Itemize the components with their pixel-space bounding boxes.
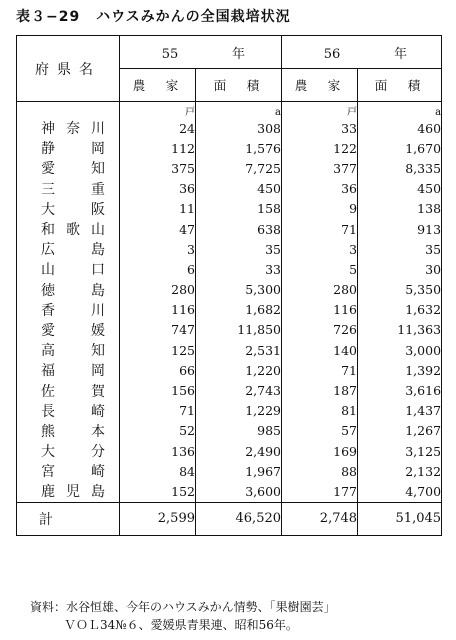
farmers-55-cell: 11	[179, 201, 195, 217]
unit-farmers-55: 戸	[185, 107, 195, 118]
area-55-cell: 985	[196, 421, 282, 441]
farmers-55-cell: 52	[179, 423, 195, 439]
area-56-cell: 30	[358, 259, 442, 279]
farmers-55-cell: 125	[171, 342, 195, 358]
area-56-cell: 1,267	[358, 421, 442, 441]
farmers-56-cell: 71	[282, 219, 358, 239]
prefecture-name: 三重	[17, 179, 120, 199]
table-row	[17, 421, 442, 441]
unit-area-55: a	[196, 102, 282, 119]
prefecture-name: 愛媛	[17, 320, 120, 340]
area-55-cell: 158	[196, 199, 282, 219]
table-number: 表３−29	[16, 9, 81, 25]
area-55-cell: 5,300	[196, 280, 282, 300]
prefecture-name: 愛知	[17, 158, 120, 178]
farmers-55-cell: 84	[179, 463, 195, 479]
farmers-56-cell: 377	[282, 158, 358, 178]
area-55-header: 面 積	[196, 69, 282, 102]
farmers-55-cell: 136	[171, 443, 195, 459]
table-title	[16, 6, 291, 26]
table-caption: ハウスみかんの全国栽培状況	[96, 9, 291, 25]
farmers-56-cell: 88	[282, 461, 358, 481]
farmers-56-cell: 280	[282, 280, 358, 300]
farmers-55-cell: 280	[171, 282, 195, 298]
area-55-cell: 11,850	[196, 320, 282, 340]
farmers-55-cell: 152	[171, 483, 195, 499]
table-row	[17, 158, 442, 178]
farmers-55-cell: 112	[171, 140, 195, 156]
farmers-55-cell: 36	[179, 181, 195, 197]
area-55-cell: 1,220	[196, 360, 282, 380]
farmers-56-cell: 9	[282, 199, 358, 219]
farmers-56-cell: 187	[282, 380, 358, 400]
farmers-56-cell: 177	[282, 481, 358, 502]
area-55-cell: 33	[196, 259, 282, 279]
area-55-cell: 7,725	[196, 158, 282, 178]
prefecture-name: 宮崎	[17, 461, 120, 481]
total-farmers-55: 2,599	[120, 502, 196, 535]
area-56-cell: 11,363	[358, 320, 442, 340]
prefecture-name: 和歌山	[17, 219, 120, 239]
source-note	[30, 598, 336, 634]
farmers-56-cell: 116	[282, 300, 358, 320]
farmers-56-cell: 36	[282, 179, 358, 199]
total-row	[17, 502, 442, 535]
table-row	[17, 118, 442, 138]
total-farmers-56: 2,748	[282, 502, 358, 535]
area-56-cell: 1,670	[358, 138, 442, 158]
table-row	[17, 320, 442, 340]
farmers-55-cell: 47	[179, 221, 195, 237]
area-56-cell: 3,000	[358, 340, 442, 360]
table-row	[17, 259, 442, 279]
farmers-56-cell: 81	[282, 401, 358, 421]
table-row	[17, 199, 442, 219]
farmers-55-cell: 6	[187, 261, 195, 277]
prefecture-name: 徳島	[17, 280, 120, 300]
prefecture-name: 福岡	[17, 360, 120, 380]
area-56-cell: 450	[358, 179, 442, 199]
prefecture-name: 神奈川	[17, 118, 120, 138]
farmers-56-cell: 3	[282, 239, 358, 259]
total-label: 計	[17, 502, 120, 535]
area-56-cell: 35	[358, 239, 442, 259]
area-55-cell: 2,743	[196, 380, 282, 400]
unit-farmers-56: 戸	[282, 102, 358, 119]
farmers-55-cell: 156	[171, 383, 195, 399]
source-line-1: 資料：水谷恒雄、今年のハウスみかん情勢、「果樹園芸」	[30, 600, 336, 614]
farmers-56-cell: 57	[282, 421, 358, 441]
area-55-cell: 308	[196, 118, 282, 138]
source-line-2: ＶＯＬ34№６、愛媛県青果連、昭和56年。	[64, 618, 298, 632]
farmers-55-cell: 747	[171, 322, 195, 338]
table-row	[17, 300, 442, 320]
area-56-cell: 5,350	[358, 280, 442, 300]
farmers-56-cell: 140	[282, 340, 358, 360]
farmers-56-cell: 33	[282, 118, 358, 138]
farmers-55-cell: 71	[179, 403, 195, 419]
prefecture-name: 大分	[17, 441, 120, 461]
area-56-cell: 1,437	[358, 401, 442, 421]
area-55-cell: 2,531	[196, 340, 282, 360]
farmers-55-cell: 66	[179, 362, 195, 378]
table-row	[17, 280, 442, 300]
area-55-cell: 1,229	[196, 401, 282, 421]
prefecture-name: 長崎	[17, 401, 120, 421]
farmers-55-header: 農 家	[120, 69, 196, 102]
table-row	[17, 138, 442, 158]
table-row	[17, 461, 442, 481]
farmers-56-cell: 169	[282, 441, 358, 461]
farmers-56-header: 農 家	[282, 69, 358, 102]
area-56-cell: 460	[358, 118, 442, 138]
prefecture-name: 広島	[17, 239, 120, 259]
year-55-header: 55 年	[120, 36, 282, 69]
table-row	[17, 380, 442, 400]
area-55-cell: 1,682	[196, 300, 282, 320]
prefecture-header: 府県名	[17, 36, 120, 102]
prefecture-name: 佐賀	[17, 380, 120, 400]
area-56-cell: 8,335	[358, 158, 442, 178]
prefecture-name: 香川	[17, 300, 120, 320]
area-55-cell: 638	[196, 219, 282, 239]
table-row	[17, 340, 442, 360]
farmers-55-cell: 116	[171, 302, 195, 318]
farmers-56-cell: 122	[282, 138, 358, 158]
prefecture-name: 熊本	[17, 421, 120, 441]
prefecture-name: 高知	[17, 340, 120, 360]
table-row	[17, 219, 442, 239]
table-row	[17, 441, 442, 461]
farmers-56-cell: 71	[282, 360, 358, 380]
area-56-cell: 1,392	[358, 360, 442, 380]
header-row-years	[17, 36, 442, 69]
area-55-cell: 35	[196, 239, 282, 259]
area-55-cell: 450	[196, 179, 282, 199]
area-56-cell: 3,616	[358, 380, 442, 400]
area-56-cell: 913	[358, 219, 442, 239]
total-area-56: 51,045	[358, 502, 442, 535]
area-55-cell: 3,600	[196, 481, 282, 502]
table-row	[17, 179, 442, 199]
units-row	[17, 102, 442, 119]
area-55-cell: 1,576	[196, 138, 282, 158]
year-56-header: 56 年	[282, 36, 442, 69]
table-row	[17, 401, 442, 421]
farmers-55-cell: 375	[171, 160, 195, 176]
unit-area-56: a	[358, 102, 442, 119]
area-56-cell: 2,132	[358, 461, 442, 481]
data-table	[16, 35, 442, 536]
table-row	[17, 360, 442, 380]
prefecture-name: 山口	[17, 259, 120, 279]
area-55-cell: 1,967	[196, 461, 282, 481]
farmers-55-cell: 24	[179, 120, 195, 136]
area-56-cell: 4,700	[358, 481, 442, 502]
prefecture-name: 鹿児島	[17, 481, 120, 502]
farmers-55-cell: 3	[187, 241, 195, 257]
area-55-cell: 2,490	[196, 441, 282, 461]
total-area-55: 46,520	[196, 502, 282, 535]
farmers-56-cell: 726	[282, 320, 358, 340]
area-56-cell: 1,632	[358, 300, 442, 320]
area-56-cell: 138	[358, 199, 442, 219]
area-56-cell: 3,125	[358, 441, 442, 461]
prefecture-name: 静岡	[17, 138, 120, 158]
area-56-header: 面 積	[358, 69, 442, 102]
table-row	[17, 481, 442, 502]
farmers-56-cell: 5	[282, 259, 358, 279]
table-row	[17, 239, 442, 259]
prefecture-name: 大阪	[17, 199, 120, 219]
